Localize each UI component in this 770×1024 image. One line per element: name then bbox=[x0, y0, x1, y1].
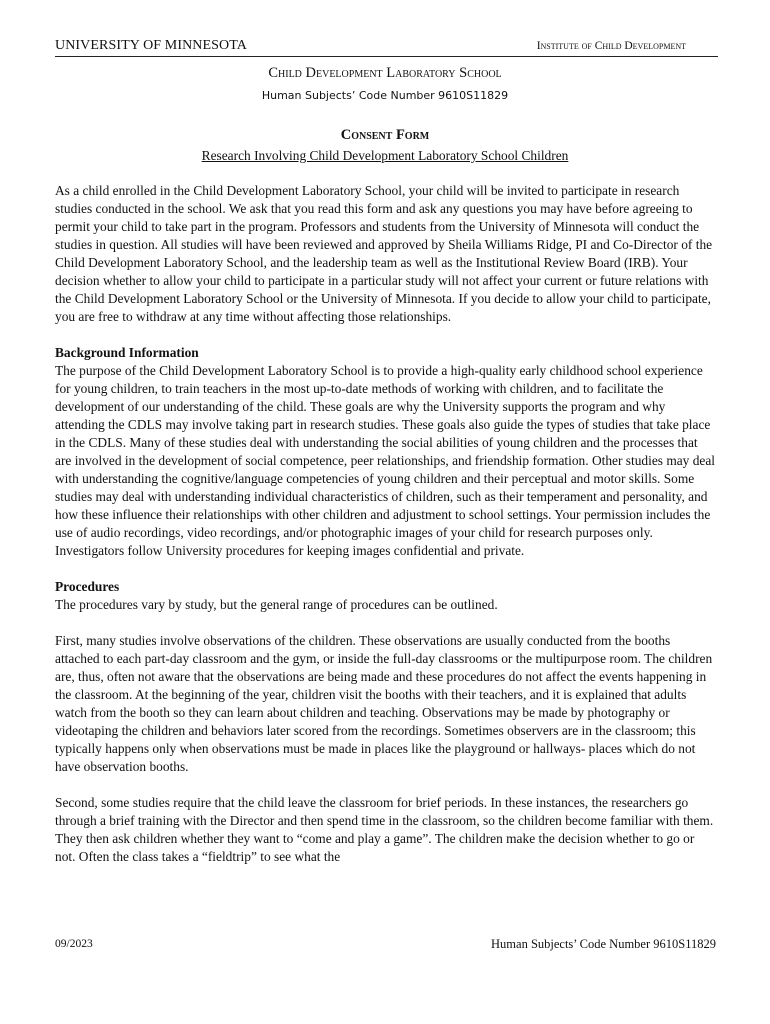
background-paragraph: The purpose of the Child Development Laboratory School is to provide a high-quality early childhood school experience for young children, to train teachers in the most up-to-date methods of working with children, and to facilitate the development of our understanding of the child. These goals are why the University supports the program and why attending the CDLS may involve taking part in research studies. These goals also guide the types of studies that take place in the CDLS. Many of these studies deal with understanding the social abilities of young children and the processes that are involved in the development of social competence, peer relationships, and friendship formation. Other studies may deal with understanding the cognitive/language competencies of young children and their perceptual and motor skills. Some studies may deal with understanding individual characteristics of children, such as their temperament and personality, and how these influence their relationships with other children and adjustment to school settings. Your permission includes the use of audio recordings, video recordings, and/or photographic images of your child for research purposes only. Investigators follow University procedures for keeping images confidential and private. bbox=[55, 363, 716, 558]
document-body bbox=[55, 182, 717, 884]
procedures-first-paragraph: First, many studies involve observations of the children. These observations are usually conducted from the booths attached to each part-day classroom and the gym, or inside the full-day classrooms or the multipurpose room. The children are, thus, often not aware that the observations are being made and these procedures do not affect the events happening in the classroom. At the beginning of the year, children visit the booths with their teachers, and it is explained that adults watch from the booth so they can learn about children and teaching. Observations may be made by photography or videotaping the children and behaviors later scored from the recordings. Sometimes observers are in the classroom; this typically happens only when observations must be made in places like the playground or hallways- places which do not have observation booths. bbox=[55, 633, 713, 774]
school-title: Child Development Laboratory School bbox=[268, 65, 502, 81]
procedures-intro: The procedures vary by study, but the general range of procedures can be outlined. bbox=[55, 597, 498, 612]
footer-date: 09/2023 bbox=[55, 938, 93, 950]
procedures-heading: Procedures bbox=[55, 579, 120, 594]
human-subjects-code: Human Subjects’ Code Number 9610S11829 bbox=[261, 89, 509, 102]
form-subtitle: Research Involving Child Development Laboratory School Children bbox=[201, 148, 569, 163]
header-divider bbox=[55, 56, 718, 57]
footer-code: Human Subjects’ Code Number 9610S11829 bbox=[491, 937, 716, 951]
header-university: UNIVERSITY OF MINNESOTA bbox=[55, 38, 247, 53]
intro-paragraph: As a child enrolled in the Child Development Laboratory School, your child will be invited to participate in research studies conducted in the school. We ask that you read this form and ask any questions you may have before agreeing to permit your child to take part in the program. Professors and students from the University of Minnesota will conduct the studies in question. All studies will have been reviewed and approved by Sheila Williams Ridge, PI and Co-Director of the Child Development Laboratory School, and the leadership team as well as the Institutional Review Board (IRB). Your decision whether to allow your child to participate in a particular study will not affect your current or future relations with the Child Development Laboratory School or the University of Minnesota. If you decide to allow your child to participate, you are free to withdraw at any time without affecting those relationships. bbox=[55, 183, 713, 324]
procedures-second-paragraph: Second, some studies require that the child leave the classroom for brief periods. In these instances, the researchers go through a brief training with the Director and then spend time in the classroom, so the children become familiar with them. They then ask children whether they want to “come and play a game”. The children make the decision whether to go or not. Often the class takes a “fieldtrip” to see what the bbox=[55, 795, 714, 864]
header-institute: Institute of Child Development bbox=[536, 40, 686, 52]
background-heading: Background Information bbox=[55, 345, 199, 360]
form-title: Consent Form bbox=[340, 127, 430, 143]
